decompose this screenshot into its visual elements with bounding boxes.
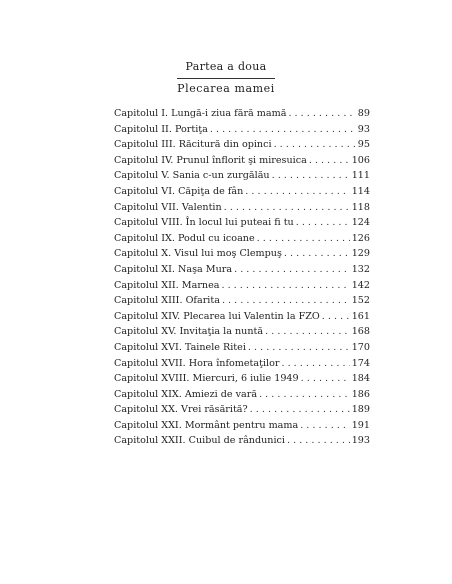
toc-entry-title: Capitolul XV. Invitaţia la nuntă [114,326,264,338]
toc-entry-title: Capitolul XI. Naşa Mura [114,263,233,275]
toc-entry-page: 186 [351,388,370,400]
toc-entry [114,200,370,216]
toc-leader-dots [296,215,350,231]
toc-leader-dots [309,153,350,169]
toc-entry-title: Capitolul XIII. Ofarita [114,295,220,307]
toc-leader-dots [250,402,350,418]
toc-leader-dots [221,278,349,294]
toc-entry-page: 193 [351,435,370,447]
toc-entry-page: 189 [351,404,370,416]
toc-entry-title: Capitolul XXII. Cuibul de rândunici [114,435,285,447]
toc-entry-title: Capitolul XX. Vrei răsărită? [114,404,248,416]
toc-entry-page: 191 [351,419,370,431]
table-of-contents [114,106,370,449]
toc-entry [114,215,370,231]
toc-leader-dots [274,137,356,153]
toc-entry [114,106,370,122]
toc-leader-dots [257,231,350,247]
toc-leader-dots [248,340,350,356]
toc-entry-page: 89 [357,108,370,119]
toc-entry-title: Capitolul XII. Marnea [114,279,220,291]
toc-entry-title: Capitolul VI. Căpiţa de fân [114,185,244,197]
toc-leader-dots [222,293,350,309]
toc-leader-dots [288,106,355,122]
title-divider [177,78,275,79]
toc-entry [114,340,370,356]
toc-entry-title: Capitolul XVI. Tainele Ritei [114,341,246,353]
toc-entry-title: Capitolul XIX. Amiezi de vară [114,388,258,400]
toc-entry-page: 142 [351,279,370,291]
toc-entry-page: 126 [351,232,370,244]
toc-entry-page: 111 [351,170,370,182]
toc-entry [114,433,370,449]
toc-entry [114,418,370,434]
toc-entry-title: Capitolul XIV. Plecarea lui Valentin la FZO [114,310,320,322]
toc-entry-page: 184 [351,373,370,385]
toc-entry [114,168,370,184]
toc-entry [114,402,370,418]
toc-leader-dots [259,387,350,403]
toc-leader-dots [284,246,350,262]
toc-entry-title: Capitolul IV. Prunul înflorit şi miresuica [114,154,307,166]
toc-entry-page: 93 [357,123,370,135]
toc-entry-page: 129 [351,248,370,260]
toc-entry [114,293,370,309]
toc-leader-dots [281,356,349,372]
toc-leader-dots [322,309,350,325]
toc-entry-title: Capitolul VII. Valentin [114,201,222,213]
toc-entry [114,309,370,325]
toc-entry [114,356,370,372]
toc-entry-page: 106 [351,154,370,166]
toc-entry-page: 174 [351,357,370,369]
toc-entry-page: 170 [351,341,370,353]
toc-entry-page: 132 [351,263,370,275]
toc-entry-page: 118 [351,201,370,213]
toc-entry-title: Capitolul X. Visul lui moş Clempuş [114,248,282,260]
toc-entry-title: Capitolul V. Sania c-un zurgălău [114,170,270,182]
toc-entry [114,153,370,169]
toc-entry [114,137,370,153]
toc-entry-title: Capitolul XXI. Mormânt pentru mama [114,419,299,431]
toc-entry [114,387,370,403]
toc-entry [114,231,370,247]
toc-entry-page: 95 [357,139,370,151]
toc-entry-title: Capitolul XVII. Hora înfometaţilor [114,357,280,369]
toc-entry-page: 168 [351,326,370,338]
toc-leader-dots [287,433,350,449]
toc-entry [114,278,370,294]
toc-leader-dots [234,262,350,278]
toc-entry [114,246,370,262]
toc-entry [114,324,370,340]
toc-leader-dots [301,371,350,387]
toc-entry-page: 161 [351,310,370,322]
toc-entry-title: Capitolul III. Răcitură din opinci [114,139,272,151]
part-title: Partea a doua [185,60,267,73]
toc-leader-dots [272,168,350,184]
toc-entry-title: Capitolul II. Portiţa [114,123,208,135]
toc-entry-title: Capitolul IX. Podul cu icoane [114,232,255,244]
toc-header [0,60,452,96]
toc-entry-page: 152 [351,295,370,307]
toc-entry [114,371,370,387]
toc-leader-dots [265,324,350,340]
toc-entry [114,122,370,138]
toc-entry [114,262,370,278]
toc-entry [114,184,370,200]
toc-leader-dots [224,200,350,216]
toc-entry-title: Capitolul I. Lungă-i ziua fără mamă [114,108,287,119]
toc-entry-page: 124 [351,217,370,229]
section-title: Plecarea mamei [177,82,275,95]
toc-leader-dots [210,122,356,138]
toc-entry-title: Capitolul XVIII. Miercuri, 6 iulie 1949 [114,373,299,385]
toc-entry-page: 114 [351,185,370,197]
toc-entry-title: Capitolul VIII. În locul lui puteai fi tu [114,217,294,229]
toc-leader-dots [300,418,349,434]
toc-leader-dots [245,184,349,200]
